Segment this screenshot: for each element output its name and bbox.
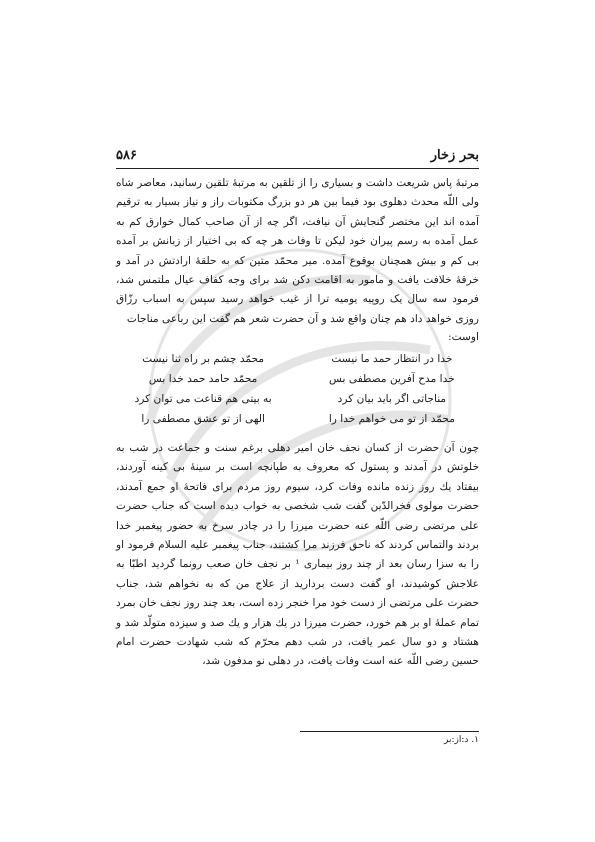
footnote: ۱. د:از:بر: [444, 735, 479, 745]
paragraph-2: چون آن حضرت از کسان نجف خان امیر دهلی برغم سنت و جماعت در شب به خلوتش در آمدند و پستول که معروف به طپانچه است بر سینهٔ بی کینه آوردند، بیفتاد یك روز زنده مانده وفات کرد، سیوم روز مردم برای فاتحهٔ او جمع آمدند، حضرت مولوی فخرالدّین گفت شب شخصی به خواب دیده است که جناب حضرت علی مرتضی رضی اللّه عنه حضرت میرزا را در چادر سرخ به حضور پیغمبر خدا بردند والتماس کردند که ناحق فرزند مرا کشتند، جناب پیغمبر علیه السلام فرمود او را به سزا رسان بعد از چند روز بیماری ¹ بر نجف خان صعب رونما گردید اطبّا به علاجش کوشیدند، او گفت دست بردارید از علاج من که به نخواهم شد، جناب حضرت علی مرتضی از دست خود مرا خنجر زده است، بعد چند روز نجف خان بمرد تمام عملهٔ او بر هم خورد، حضرت میرزا در یك هزار و یك صد و سیزده متولّد شد و هشتاد و دو سال عمر یافت، در شب دهم محرّم که شب شهادت حضرت امام حسین رضی اللّه عنه است وفات یافت، در دهلی نو مدفون شد،: [116, 442, 479, 668]
hemistich-second: به بیتی هم قناعت می توان کرد: [134, 393, 272, 405]
paragraph-1: مرتبهٔ پاس شریعت داشت و بسیاری را از تلقین به مرتبهٔ تلقین رسانید، معاصر شاه ولی اللّه محدث دهلوی بود فیما بین هر دو بزرگ مکتوبات راز و نیاز بسیار به ترقیم آمده اند این مختصر گنجایش آن نیافت، اگر چه از آن صاحب کمال خوارق کم به عمل آمده به رسم پیران خود لیکن تا وفات هر چه که بی اختیار از زبانش بر آمده بی کم و بیش همچنان بوقوع آمده. میر محمّد متین که به حلقهٔ ارادتش در آمد و خرقهٔ خلافت یافت و مامور به اقامت دکن شد برای وجه کفاف عیال ملتمس شد، فرمود سه سال یک روپیه یومیه ترا از غیب خواهد رسید سپس به اسباب رزّاق روزی خواهد داد هم چنان واقع شد و آن حضرت شعر هم گفت این رباعی مناجات: [116, 177, 479, 325]
hemistich-first: خدا مدح آفرین مصطفی بس: [329, 373, 455, 385]
hemistich-first: مناجاتی اگر باید بیان کرد: [337, 393, 447, 405]
running-title: بحر زخار: [430, 148, 479, 163]
hemistich-first: خدا در انتظار حمد ما نیست: [331, 353, 453, 365]
poem: [116, 349, 479, 429]
poem-line: [116, 369, 479, 389]
header-rule: [116, 168, 479, 169]
hemistich-second: محمّد حامد حمد خدا بس: [148, 373, 258, 385]
poem-intro-label: اوست:: [448, 331, 479, 343]
hemistich-second: محمّد چشم بر راه ثنا نیست: [142, 353, 265, 365]
hemistich-second: الهی از تو عشق مصطفی را: [141, 413, 265, 425]
page-number: ۵۸۶: [116, 148, 137, 163]
footnote-rule: [300, 731, 479, 732]
page-header: [116, 148, 479, 163]
poem-line: [116, 409, 479, 429]
poem-line: [116, 389, 479, 409]
poem-line: [116, 349, 479, 369]
hemistich-first: محمّد از تو می خواهم خدا را: [328, 413, 455, 425]
